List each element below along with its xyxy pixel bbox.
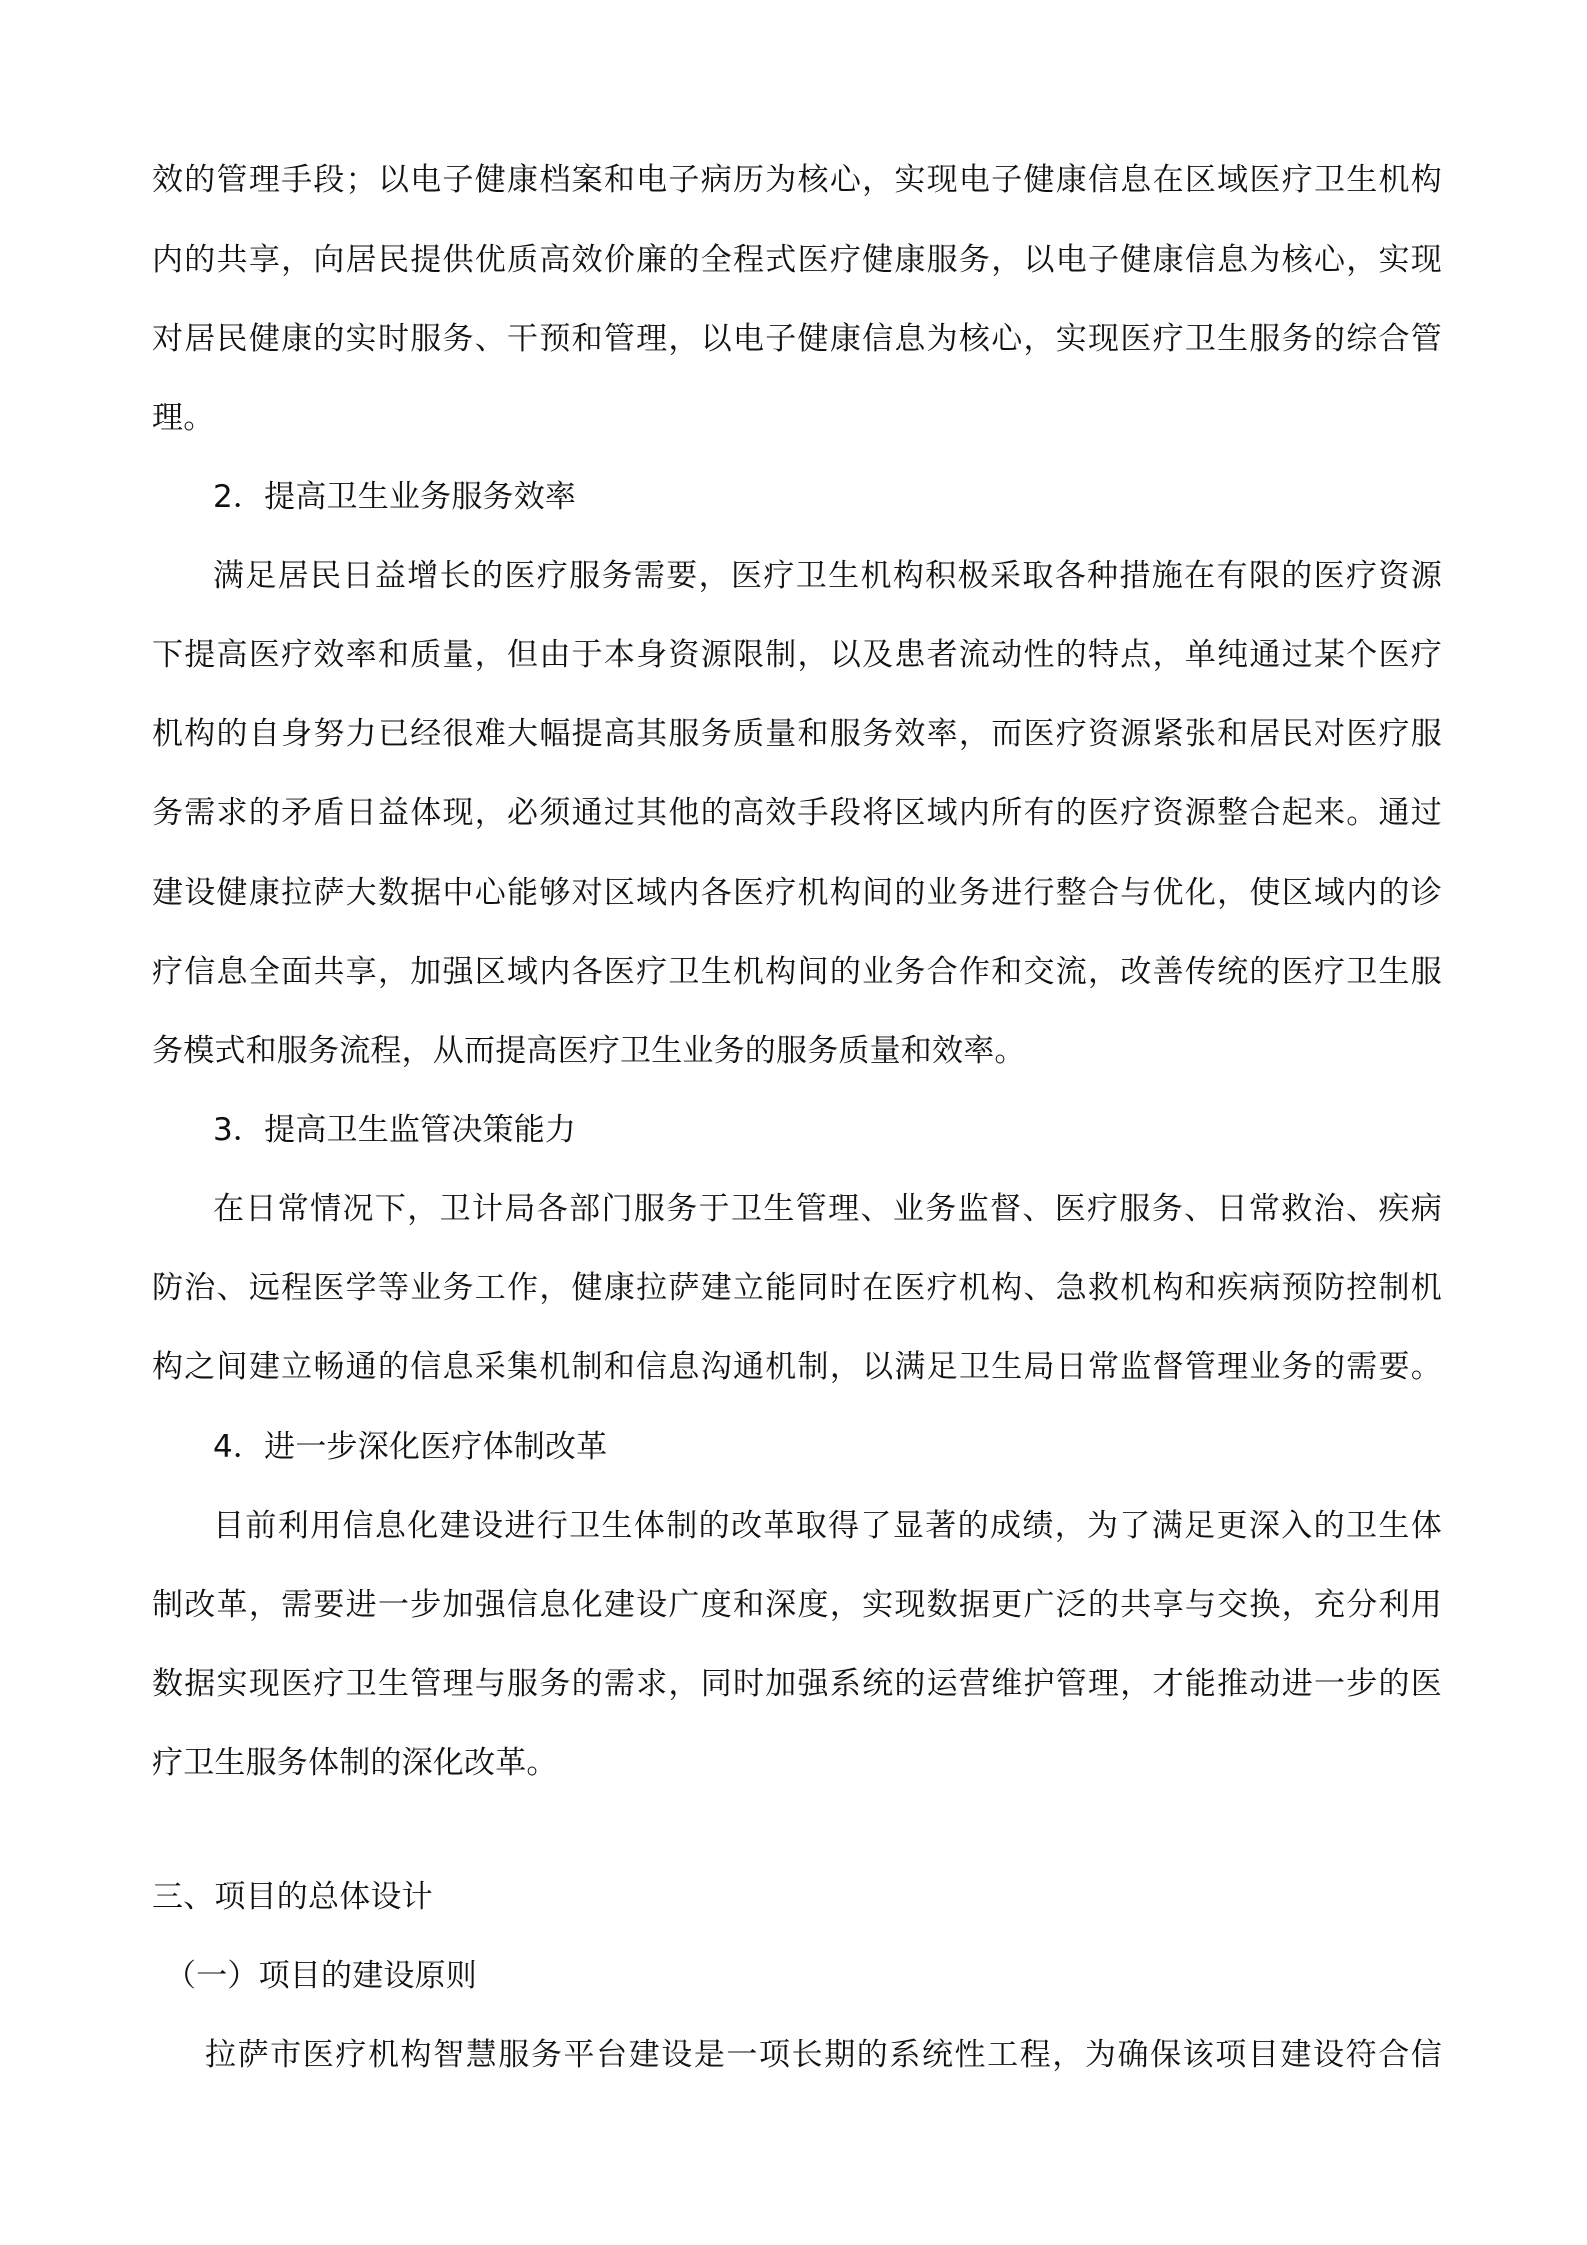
paragraph-line: 建设健康拉萨大数据中心能够对区域内各医疗机构间的业务进行整合与优化，使区域内的诊: [152, 875, 1442, 911]
paragraph-line: 在日常情况下，卫计局各部门服务于卫生管理、业务监督、医疗服务、日常救治、疾病: [213, 1191, 1442, 1227]
paragraph-line: 目前利用信息化建设进行卫生体制的改革取得了显著的成绩，为了满足更深入的卫生体: [213, 1508, 1442, 1544]
paragraph-line: 满足居民日益增长的医疗服务需要，医疗卫生机构积极采取各种措施在有限的医疗资源: [213, 558, 1442, 594]
subsection-heading: （一）项目的建设原则: [165, 1958, 477, 1994]
paragraph-line: 内的共享，向居民提供优质高效价廉的全程式医疗健康服务，以电子健康信息为核心，实现: [152, 242, 1442, 278]
section-heading-2: 2．提高卫生业务服务效率: [213, 479, 577, 515]
paragraph-line: 制改革，需要进一步加强信息化建设广度和深度，实现数据更广泛的共享与交换，充分利用: [152, 1587, 1442, 1623]
paragraph-line: 对居民健康的实时服务、干预和管理，以电子健康信息为核心，实现医疗卫生服务的综合管: [152, 321, 1442, 357]
paragraph-line: 务模式和服务流程，从而提高医疗卫生业务的服务质量和效率。: [152, 1033, 1026, 1069]
chapter-heading: 三、项目的总体设计: [152, 1879, 433, 1915]
paragraph-line: 数据实现医疗卫生管理与服务的需求，同时加强系统的运营维护管理，才能推动进一步的医: [152, 1666, 1442, 1702]
paragraph-line: 防治、远程医学等业务工作，健康拉萨建立能同时在医疗机构、急救机构和疾病预防控制机: [152, 1270, 1442, 1306]
paragraph-line: 疗卫生服务体制的深化改革。: [152, 1745, 558, 1781]
paragraph-line: 机构的自身努力已经很难大幅提高其服务质量和服务效率，而医疗资源紧张和居民对医疗服: [152, 716, 1442, 752]
paragraph-line: 拉萨市医疗机构智慧服务平台建设是一项长期的系统性工程，为确保该项目建设符合信: [205, 2037, 1442, 2073]
paragraph-line: 疗信息全面共享，加强区域内各医疗卫生机构间的业务合作和交流，改善传统的医疗卫生服: [152, 954, 1442, 990]
paragraph-line: 务需求的矛盾日益体现，必须通过其他的高效手段将区域内所有的医疗资源整合起来。通过: [152, 795, 1442, 831]
paragraph-line: 理。: [152, 400, 215, 436]
paragraph-line: 效的管理手段；以电子健康档案和电子病历为核心，实现电子健康信息在区域医疗卫生机构: [152, 162, 1442, 198]
paragraph-line: 构之间建立畅通的信息采集机制和信息沟通机制，以满足卫生局日常监督管理业务的需要。: [152, 1349, 1442, 1385]
section-heading-4: 4．进一步深化医疗体制改革: [213, 1429, 608, 1465]
section-heading-3: 3．提高卫生监管决策能力: [213, 1112, 577, 1148]
paragraph-line: 下提高医疗效率和质量，但由于本身资源限制，以及患者流动性的特点，单纯通过某个医疗: [152, 637, 1442, 673]
